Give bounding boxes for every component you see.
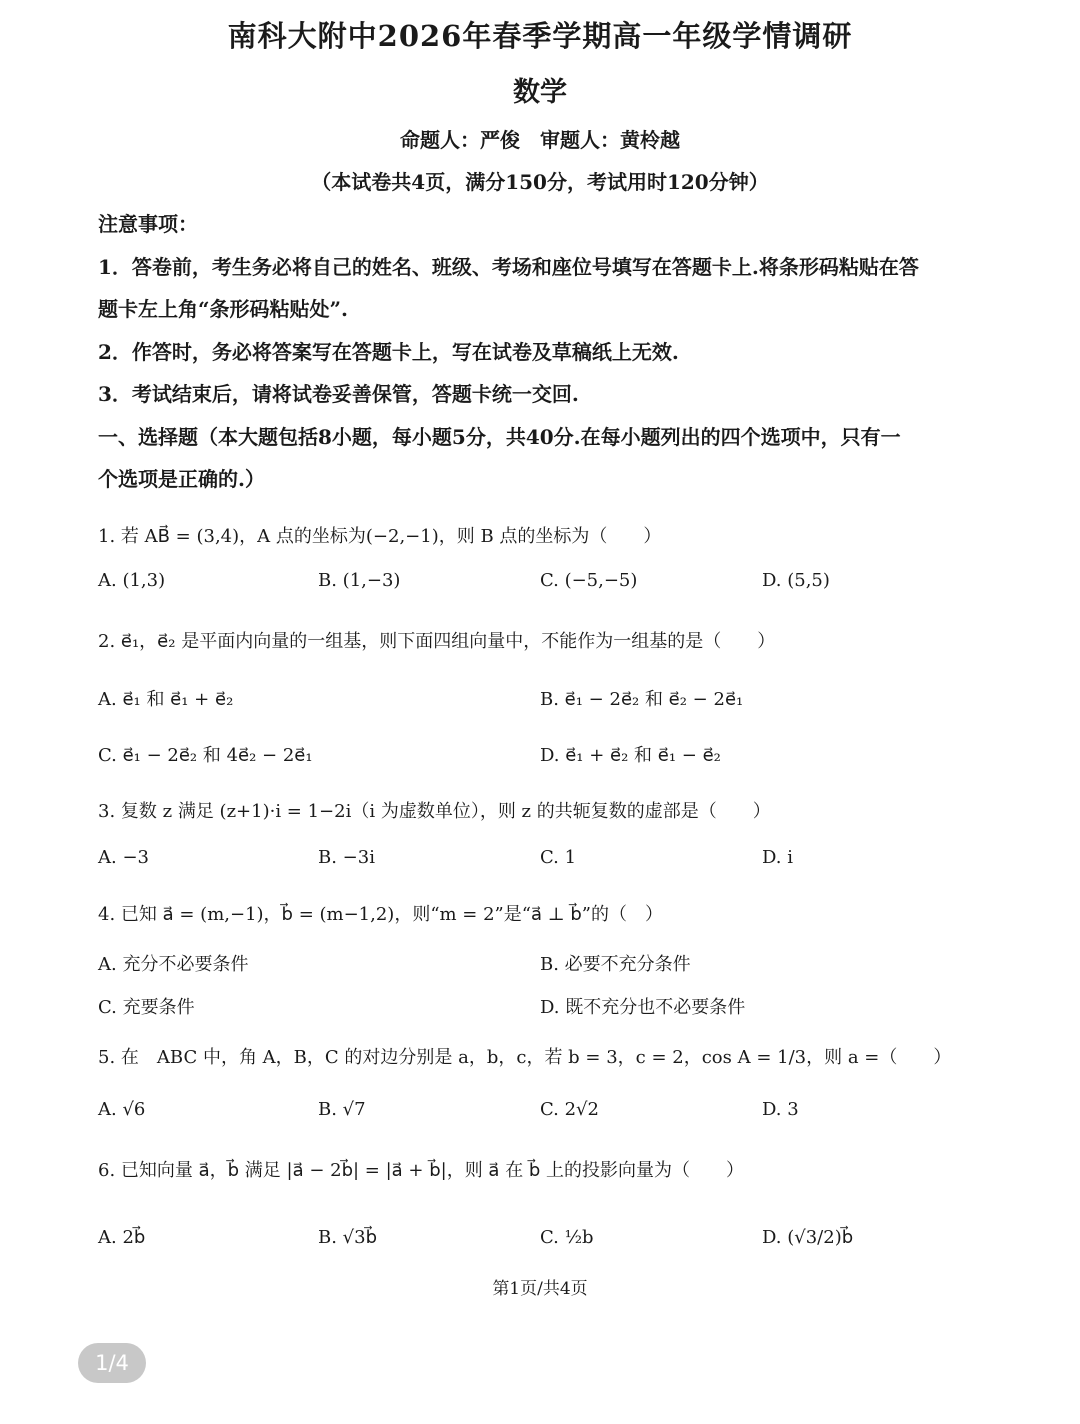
notice-line-3: 2．作答时，务必将答案写在答题卡上，写在试卷及草稿纸上无效. <box>98 340 679 364</box>
question-6-option-d: D. (√3/2)b⃗ <box>762 1227 854 1248</box>
question-4-option-c: C. 充要条件 <box>98 997 195 1018</box>
question-6-stem: 6. 已知向量 a⃗，b⃗ 满足 |a⃗ − 2b⃗| = |a⃗ + b⃗|，则 a⃗ 在 b⃗ 上的投影向量为（ ） <box>98 1160 745 1181</box>
exam-authors: 命题人：严俊 审题人：黄柃越 <box>400 128 680 152</box>
question-6-option-a: A. 2b⃗ <box>98 1227 146 1248</box>
exam-title: 南科大附中2026年春季学期高一年级学情调研 <box>227 19 853 53</box>
question-2-option-c: C. e⃗₁ − 2e⃗₂ 和 4e⃗₂ − 2e⃗₁ <box>98 745 313 766</box>
notice-line-4: 3．考试结束后，请将试卷妥善保管，答题卡统一交回. <box>98 382 579 406</box>
question-1-option-a: A. (1,3) <box>98 570 166 591</box>
question-2-stem: 2. e⃗₁，e⃗₂ 是平面内向量的一组基，则下面四组向量中，不能作为一组基的是（ ） <box>98 631 776 652</box>
notice-line-2: 题卡左上角“条形码粘贴处”. <box>98 297 348 321</box>
exam-subject: 数学 <box>513 77 567 108</box>
question-1-option-b: B. (1,−3) <box>318 570 401 591</box>
page-footer: 第1页/共4页 <box>492 1279 588 1299</box>
section-heading-line-1: 一、选择题（本大题包括8小题，每小题5分，共40分.在每小题列出的四个选项中，只有一 <box>98 425 901 449</box>
exam-info: （本试卷共4页，满分150分，考试用时120分钟） <box>311 170 769 194</box>
question-5-option-c: C. 2√2 <box>540 1099 599 1120</box>
question-5-option-a: A. √6 <box>98 1099 146 1120</box>
question-5-option-b: B. √7 <box>318 1099 366 1120</box>
question-4-stem: 4. 已知 a⃗ = (m,−1)，b⃗ = (m−1,2)，则“m = 2”是“a⃗ ⊥ b⃗”的（ ） <box>98 904 663 925</box>
section-heading-line-2: 个选项是正确的.） <box>98 467 265 491</box>
question-2-option-b: B. e⃗₁ − 2e⃗₂ 和 e⃗₂ − 2e⃗₁ <box>540 689 744 710</box>
question-1-option-c: C. (−5,−5) <box>540 570 638 591</box>
question-3-stem: 3. 复数 z 满足 (z+1)·i = 1−2i（i 为虚数单位），则 z 的共轭复数的虚部是（ ） <box>98 801 771 822</box>
question-4-option-a: A. 充分不必要条件 <box>98 954 249 975</box>
question-5-stem: 5. 在 ABC 中，角 A，B，C 的对边分别是 a，b，c，若 b = 3，c = 2，cos A = 1/3，则 a =（ ） <box>98 1047 952 1068</box>
question-3-option-c: C. 1 <box>540 847 577 868</box>
question-6-option-c: C. ½b <box>540 1227 594 1248</box>
question-3-option-b: B. −3i <box>318 847 375 868</box>
question-4-option-d: D. 既不充分也不必要条件 <box>540 997 746 1018</box>
question-5-option-d: D. 3 <box>762 1099 799 1120</box>
question-6-option-b: B. √3b⃗ <box>318 1227 378 1248</box>
question-3-option-d: D. i <box>762 847 793 868</box>
question-3-option-a: A. −3 <box>98 847 149 868</box>
question-1-option-d: D. (5,5) <box>762 570 830 591</box>
notice-heading: 注意事项： <box>98 212 198 236</box>
question-2-option-a: A. e⃗₁ 和 e⃗₁ + e⃗₂ <box>98 689 234 710</box>
notice-line-1: 1．答卷前，考生务必将自己的姓名、班级、考场和座位号填写在答题卡上.将条形码粘贴在答 <box>98 255 919 279</box>
question-1-stem: 1. 若 AB⃗ = (3,4)，A 点的坐标为(−2,−1)，则 B 点的坐标为（ ） <box>98 526 662 547</box>
question-2-option-d: D. e⃗₁ + e⃗₂ 和 e⃗₁ − e⃗₂ <box>540 745 721 766</box>
page-indicator[interactable]: 1/4 <box>78 1343 146 1383</box>
question-4-option-b: B. 必要不充分条件 <box>540 954 691 975</box>
